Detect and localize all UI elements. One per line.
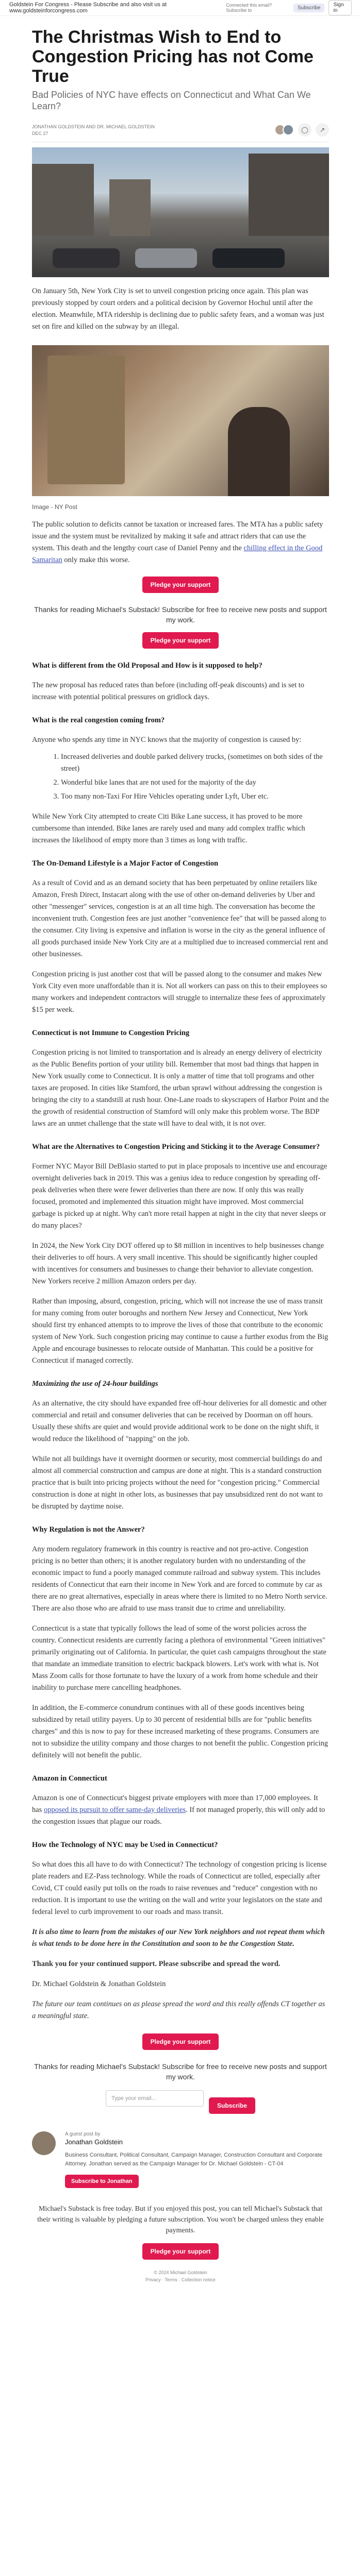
- subway-door-shape: [47, 355, 125, 484]
- paragraph: The future our team continues on as please spread the word and this really offends CT together as a meaningful state.: [32, 2000, 325, 2020]
- post-actions: [274, 123, 329, 137]
- paragraph: Thank you for your continued support. Please subscribe and spread the word.: [32, 1960, 281, 1968]
- section-heading: How the Technology of NYC may be Used in Connecticut?: [32, 1841, 218, 1849]
- post-date: DEC 27: [32, 130, 48, 136]
- paragraph: Congestion pricing is not limited to transportation and is already an energy delivery of electricity as the Public Benefits portion of your utility bill. Remember that most bad things that happen in New York usually come to Connecticut. It is only a matter of time that toll programs and other taxes are proposed. In cities like Stamford, the urban sprawl without addressing the congestion is bringing the city to a standstill at rush hour. One-Lane roads to skyscrapers of Harbor Point and the the growth of residential construction of Stamford will only make this problem worse. The BDP laws are an unmet challenge that the state will have to deal with, it is not over.: [32, 1048, 329, 1128]
- building-shape: [249, 154, 329, 236]
- post-subtitle: Bad Policies of NYC have effects on Connecticut and What Can We Learn?: [32, 90, 311, 111]
- building-shape: [32, 164, 94, 236]
- subscribe-form: [32, 2090, 329, 2114]
- publication-name[interactable]: Goldstein For Congress - Please Subscribe and also visit us at www.goldsteinforcongress.com: [9, 2, 167, 14]
- subscribe-button-top[interactable]: Subscribe: [293, 4, 324, 12]
- paragraph: So what does this all have to do with Connecticut? The technology of congestion pricing is license plate readers and EZ-Pass technology. While the roads of Connecticut are tolled, especially after Covid, CT could easily put tolls on the roads to raise revenues and "reduce" congestion with no reduction. It is important to use the writing on the wall and write your legislators on the state and federal level to curb improvement to our roads and mass transit.: [32, 1860, 327, 1916]
- hero-image[interactable]: [32, 147, 329, 277]
- guest-label: A guest post by: [65, 2131, 101, 2137]
- car-shape: [53, 248, 120, 268]
- list-item: 1. Increased deliveries and double parked delivery trucks, (sometimes on both sides of the street): [61, 751, 329, 775]
- section-heading: What is the real congestion coming from?: [32, 716, 165, 724]
- pledge-support-button[interactable]: Pledge your support: [142, 632, 219, 649]
- top-bar-actions: [226, 0, 352, 15]
- avatar: [283, 124, 294, 135]
- paragraph: [32, 1792, 329, 1828]
- congestion-causes-list: [32, 751, 329, 803]
- pledge-block: [32, 577, 329, 593]
- author-bio: Business Consultant, Political Consultant, Campaign Manager, Construction Consultant and Corporate Attorney. Jonathan served as the Campaign Manager for Dr. Michael Goldstein - CT-04: [65, 2152, 322, 2167]
- section-heading: The On-Demand Lifestyle is a Major Factor of Congestion: [32, 859, 219, 868]
- pledge-support-button[interactable]: Pledge your support: [142, 2243, 219, 2260]
- person-shape: [228, 407, 290, 496]
- inline-link[interactable]: opposed its pursuit to offer same-day deliveries: [43, 1806, 186, 1814]
- car-shape: [135, 248, 197, 268]
- sign-in-button[interactable]: Sign in: [329, 0, 352, 15]
- email-input[interactable]: Type your email...: [106, 2090, 204, 2107]
- paragraph: Anyone who spends any time in NYC knows that the majority of congestion is caused by:: [32, 736, 302, 744]
- footer: [32, 2269, 329, 2283]
- post-authors[interactable]: JONATHAN GOLDSTEIN AND DR. MICHAEL GOLDSTEIN: [32, 124, 155, 129]
- paragraph: As an alternative, the city should have expanded free off-hour deliveries for all domestic and other commercial and retail and consumer deliveries that can be received by Doorman on off hours. Usually these shifts are quiet and would provide additional work to be done on the night shift, it would reduce the likelihood of "napping" on the job.: [32, 1399, 327, 1443]
- text: . If not managed properly, this will only add to the congestion issues that plague our roads.: [32, 1806, 325, 1826]
- section-heading: Maximizing the use of 24-hour buildings: [32, 1380, 158, 1388]
- comment-icon[interactable]: ◯: [298, 123, 311, 137]
- post-meta: [32, 123, 329, 137]
- subscribe-author-button[interactable]: Subscribe to Jonathan: [65, 2175, 139, 2188]
- pledge-support-button[interactable]: Pledge your support: [142, 577, 219, 593]
- section-heading: What is different from the Old Proposal and How is it supposed to help?: [32, 662, 262, 670]
- author-avatar[interactable]: [32, 2131, 56, 2155]
- image-caption: Image - NY Post: [32, 503, 77, 511]
- text: only make this worse.: [62, 556, 130, 564]
- paragraph: Former NYC Mayor Bill DeBlasio started to put in place proposals to incentive use and encourage overnight deliveries back in 2019. This was a genius idea to reduce congestion by spreading off-peak deliveries when there were fewer deliveries than there are now. If only this was really focused, promoted and implemented this situation might have improved. Most commercial garbage is picked up at night. Why can't more retail happen at night in the city that never sleeps or do many places?: [32, 1162, 327, 1230]
- author-avatars[interactable]: [274, 123, 294, 137]
- text: The public solution to deficits cannot be taxation or increased fares. The MTA has a public safety issue and the system must be revitalized by making it safe and attract riders that can use the system. This death and the lengthy court case of Daniel Penny and the: [32, 520, 323, 552]
- share-icon[interactable]: ↗: [316, 123, 329, 137]
- section-heading: What are the Alternatives to Congestion Pricing and Sticking it to the Average Consumer?: [32, 1143, 320, 1151]
- guest-author: [32, 2131, 329, 2188]
- author-name[interactable]: Jonathan Goldstein: [65, 2138, 123, 2146]
- section-heading: Why Regulation is not the Answer?: [32, 1526, 145, 1534]
- pledge-support-button[interactable]: Pledge your support: [142, 2033, 219, 2050]
- paragraph: It is also time to learn from the mistakes of our New York neighbors and not repeat them which is what tends to be done here in the Constitution and soon to be the Congestion State.: [32, 1928, 325, 1948]
- copyright: © 2024 Michael Goldstein: [154, 2270, 207, 2275]
- paragraph: Connecticut is a state that typically follows the lead of some of the worst policies across the country. Connecticut residents are currently facing a plethora of environmental "Green initiatives" primarily originating out of California. In particular, the quiet cash campaigns throughout the state that mandate an immediate transition to electric backpack blowers. Let's work with what is. Not Mass Zoom calls for those fortunate to have the luxury of a work from home schedule and their inability to purchase mere cancelling headphones.: [32, 1624, 326, 1692]
- subscribe-box: [32, 604, 329, 649]
- text: Amazon is one of Connecticut's biggest private employers with more than 17,000 employees. It has: [32, 1794, 318, 1814]
- paragraph: In 2024, the New York City DOT offered up to $8 million in incentives to help businesses change their deliveries to off hours. A very small incentive. This should be significantly higher coupled with incentives for consumers and businesses to change their behavior to alleviate congestion. New Yorkers receive 2 million Amazon orders per day.: [32, 1242, 324, 1285]
- subscribe-button[interactable]: Subscribe: [209, 2097, 255, 2114]
- car-shape: [212, 248, 285, 268]
- pledge-text: Michael's Substack is free today. But if you enjoyed this post, you can tell Michael's Substack that their writing is valuable by pledging a future subscription. You won't be charged unless they enable payments.: [37, 2205, 324, 2234]
- pledge-block: [32, 2033, 329, 2050]
- paragraph: While not all buildings have it overnight doormen or security, most commercial buildings do and almost all commercial construction and campus are done at night. This is a standard construction practice that is built into pricing projects without the need for "congestion pricing." Commercial construction is done at night in other lots, as businesses that pay unsubsidized rent do not want to be disrupted by daytime noise.: [32, 1455, 323, 1511]
- list-item: 2. Wonderful bike lanes that are not used for the majority of the day: [61, 777, 329, 789]
- subscribe-thanks: Thanks for reading Michael's Substack! Subscribe for free to receive new posts and support my work.: [34, 2062, 327, 2081]
- post-container: [0, 27, 361, 2283]
- paragraph: In addition, the E-commerce conundrum continues with all of these goods incentives being subsidized by retail utility payers. Up to 30 percent of residential bills are for "public benefits charges" and this is now to pay for these increased marketing of these programs. Consumers are not to subsidize the utility company and those charges to not benefit the public. Congestion pricing definitely will not benefit the public.: [32, 1704, 328, 1759]
- footer-links[interactable]: Privacy · Terms · Collection notice: [145, 2277, 216, 2282]
- section-heading: Amazon in Connecticut: [32, 1774, 107, 1783]
- paragraph: [32, 519, 329, 566]
- paragraph: The new proposal has reduced rates than before (including off-peak discounts) and is set to increase with potential political pressures on gridlock days.: [32, 681, 305, 701]
- section-heading: Connecticut is not Immune to Congestion Pricing: [32, 1029, 190, 1037]
- building-shape: [109, 179, 151, 236]
- subscribe-thanks: Thanks for reading Michael's Substack! Subscribe for free to receive new posts and support my work.: [34, 605, 327, 624]
- subway-image[interactable]: [32, 345, 329, 496]
- subscribe-box: [32, 2061, 329, 2114]
- pledge-block: [32, 2243, 329, 2260]
- post-title: The Christmas Wish to End to Congestion Pricing has not Come True: [32, 27, 314, 86]
- inline-link[interactable]: chilling effect in the Good Samaritan: [32, 544, 323, 564]
- paragraph: Rather than imposing, absurd, congestion, pricing, which will not increase the use of mass transit for many coming from outer boroughs and northern New Jersey and Connecticut, New York should first try enhanced attempts to to improve the lives of those that contribute to the economic system of New York. Such congestion pricing may continue to cause a further exodus from the Big Apple and encourage businesses to relocate outside of Manhattan. This could be a positive for Connecticut if managed correctly.: [32, 1297, 329, 1365]
- paragraph: While New York City attempted to create Citi Bike Lane success, it has proved to be more cumbersome than intended. Bike lanes are rarely used and many add complex traffic which increases the likelihood of empty more than 3 times as long with traffic.: [32, 812, 305, 844]
- signature: Dr. Michael Goldstein & Jonathan Goldstein: [32, 1980, 166, 1988]
- paragraph: As a result of Covid and as an demand society that has been perpetuated by online retailers like Amazon, Fresh Direct, Instacart along with the use of other on-demand deliveries by Uber and other "messenger" services, congestion is at an all time high. The conversation has become the inconvenient truth. Congestion fees are just another "convenience fee" that will be passed along to the consumer. City living is expensive and inflation is worse in the city as the general influence of all goods purchased inside New York City are at a multiplied due to increased commercial rent and other businesses.: [32, 879, 328, 958]
- paragraph: Any modern regulatory framework in this country is reactive and not pro-active. Congestion pricing is no better than others; it is another regulatory burden with no understanding of the economic impact to fund a poorly managed commute railroad and subway system. This includes residents of Connecticut that earn their income in New York and are forced to commute by car as there are no great alternatives, especially in areas where there is limited to no Metro North service. There are also those who are afraid to use mass transit due to crime and unreliability.: [32, 1545, 327, 1613]
- list-item: 3. Too many non-Taxi For Hire Vehicles operating under Lyft, Uber etc.: [61, 791, 329, 803]
- connect-text: Connected this email? Subscribe to: [226, 3, 272, 13]
- paragraph: Congestion pricing is just another cost that will be passed along to the consumer and makes New York City even more unaffordable than it is. Not all workers can pass on this to their employees so many workers and independent contractors will struggle to internalize these fees of approximately $15 per week.: [32, 970, 327, 1014]
- paragraph: On January 5th, New York City is set to unveil congestion pricing once again. This plan was previously stopped by court orders and a political decision by Governor Hochul until after the election. Meanwhile, MTA ridership is declining due to public safety fears, and a woman was just set on fire and killed on the subway by an illegal.: [32, 287, 324, 331]
- top-bar: [0, 0, 361, 16]
